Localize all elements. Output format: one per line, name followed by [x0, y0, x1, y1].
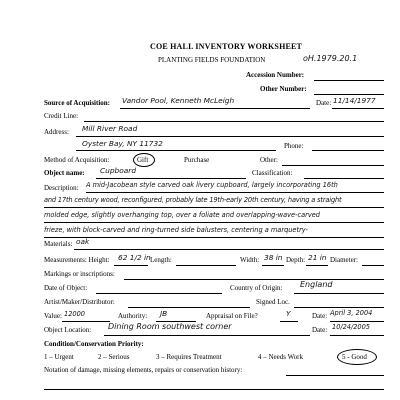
credit-line-line — [84, 121, 384, 122]
date-of-object-label: Date of Object: — [44, 284, 88, 292]
location-date-value: 10/24/2005 — [332, 323, 371, 331]
appraisal-label: Appraisal on File? — [206, 312, 258, 320]
condition-urgent: 1 – Urgent — [44, 353, 74, 361]
source-date-value: 11/14/1977 — [333, 96, 376, 105]
object-location-value: Dining Room southwest corner — [108, 322, 232, 331]
other-method-label: Other: — [260, 156, 278, 164]
authority-label: Authority: — [118, 312, 148, 320]
condition-title: Condition/Conservation Priority: — [44, 340, 144, 348]
location-date-line — [330, 335, 384, 336]
accession-number-label: Accession Number: — [246, 71, 305, 79]
materials-label: Materials: — [44, 240, 73, 248]
description-rule-2 — [44, 207, 384, 208]
authority-value: JB — [160, 309, 168, 318]
phone-line — [312, 150, 384, 151]
object-name-label: Object name: — [44, 169, 85, 177]
other-number-label: Other Number: — [260, 85, 307, 93]
markings-label: Markings or inscriptions: — [44, 270, 115, 278]
description-line-3: molded edge, slightly overhanging top, over a foliate and overlapping-wave-carved — [44, 211, 320, 219]
object-name-line — [96, 178, 246, 179]
length-line — [176, 265, 236, 266]
object-name-value: Cupboard — [100, 166, 137, 175]
materials-line — [74, 249, 384, 250]
gift-option: Gift — [137, 156, 149, 164]
width-label: Width: — [240, 256, 260, 264]
method-label: Method of Acquisition: — [44, 156, 110, 164]
condition-requires-treatment: 3 – Requires Treatment — [156, 353, 222, 361]
address-line-2-rule — [76, 150, 276, 151]
description-rule-4 — [44, 237, 384, 238]
accession-number-line — [314, 80, 384, 81]
source-label: Source of Acquisition: — [44, 99, 110, 107]
worksheet-title: COE HALL INVENTORY WORKSHEET — [150, 42, 303, 51]
credit-line-label: Credit Line: — [44, 112, 79, 120]
height-line — [114, 265, 148, 266]
other-number-line — [314, 94, 384, 95]
description-label: Description: — [44, 184, 79, 192]
address-line-2: Oyster Bay, NY 11732 — [82, 139, 163, 148]
source-date-label: Date: — [316, 99, 332, 107]
description-line-4: frieze, with block-carved and ring-turned side balusters, centering a marquetry- — [44, 226, 308, 234]
condition-needs-work: 4 – Needs Work — [258, 353, 303, 361]
materials-value: oak — [76, 237, 90, 246]
value-line — [62, 321, 110, 322]
width-value: 38 in — [264, 253, 283, 262]
condition-good: 5 - Good — [342, 353, 367, 361]
phone-label: Phone: — [284, 142, 304, 150]
date-of-object-line — [96, 293, 222, 294]
handwritten-accession: oH.1979.20.1 — [303, 54, 358, 63]
purchase-option: Purchase — [184, 156, 210, 164]
value-label: Value: — [44, 312, 62, 320]
length-label: Length: — [150, 256, 172, 264]
country-value: England — [300, 280, 333, 289]
address-line-1-rule — [76, 136, 384, 137]
height-value: 62 1/2 in — [118, 253, 151, 262]
appraisal-date-line — [330, 321, 384, 322]
location-date-label: Date: — [312, 326, 328, 334]
signed-loc-label: Signed Loc. — [256, 298, 290, 306]
artist-label: Artist/Maker/Distributor: — [44, 298, 115, 306]
measurements-height-label: Measurements: Height: — [44, 256, 110, 264]
markings-line — [124, 279, 384, 280]
object-location-label: Object Location: — [44, 326, 92, 334]
description-line-2: and 17th century wood, reconfigured, probably late 19th-early 20th century, having a straight — [44, 196, 342, 204]
source-value: Vandor Pool, Kenneth McLeigh — [122, 96, 235, 105]
value-value: 12000 — [64, 310, 85, 318]
description-line-1: A mid-Jacobean style carved oak livery cupboard, largely incorporating 16th — [86, 181, 338, 189]
description-rule-1 — [86, 192, 384, 193]
diameter-line — [362, 265, 384, 266]
country-line — [294, 293, 384, 294]
appraisal-date-value: April 3, 2004 — [330, 309, 373, 317]
depth-line — [306, 265, 328, 266]
appraisal-line — [280, 321, 298, 322]
country-label: Country of Origin: — [230, 284, 283, 292]
source-line — [120, 108, 310, 109]
depth-value: 21 in — [308, 253, 327, 262]
depth-label: Depth: — [286, 256, 306, 264]
width-line — [262, 265, 284, 266]
appraisal-date-label: Date: — [312, 312, 328, 320]
object-location-line — [104, 335, 310, 336]
artist-line — [128, 307, 250, 308]
diameter-label: Diameter: — [330, 256, 358, 264]
other-method-line — [282, 165, 384, 166]
notation-label: Notation of damage, missing elements, repairs or conservation history: — [44, 366, 243, 374]
address-label: Address: — [44, 128, 69, 136]
source-date-line — [332, 108, 384, 109]
condition-serious: 2 – Serious — [98, 353, 130, 361]
signed-loc-line — [294, 307, 384, 308]
notation-line-1 — [286, 375, 384, 376]
foundation-name: PLANTING FIELDS FOUNDATION — [158, 56, 266, 64]
notation-line-2 — [44, 389, 384, 390]
description-rule-3 — [44, 222, 384, 223]
classification-line — [304, 178, 384, 179]
appraisal-value: Y — [286, 309, 291, 318]
address-line-1: Mill River Road — [82, 124, 138, 133]
classification-label: Classification: — [252, 169, 293, 177]
